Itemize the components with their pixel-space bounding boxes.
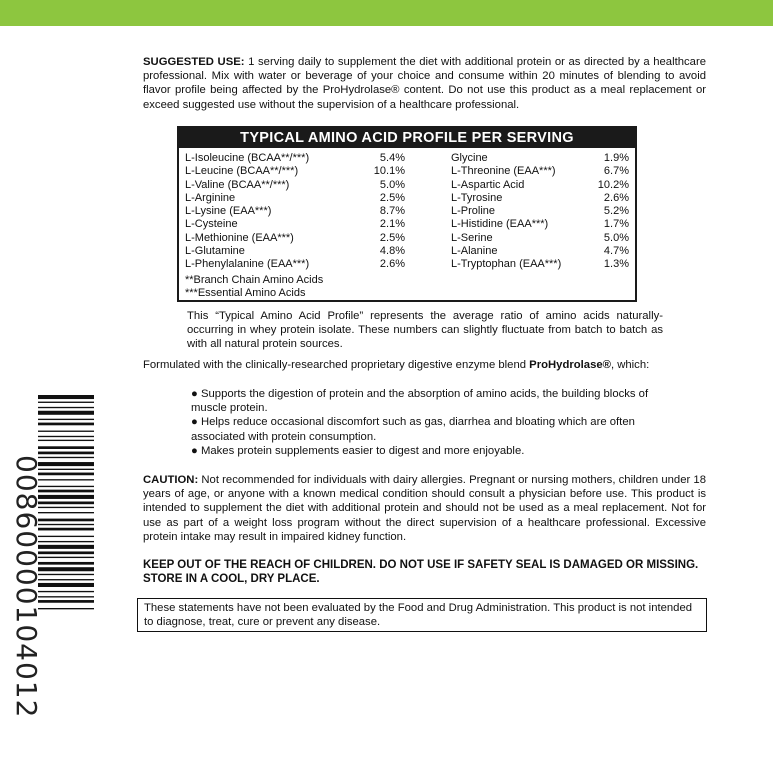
formulated-tail: , which:: [610, 359, 650, 371]
amino-acid-row: [451, 192, 629, 205]
amino-acid-name: L-Tryptophan (EAA***): [451, 258, 562, 271]
formulated-paragraph: [143, 358, 706, 372]
amino-acid-name: L-Glutamine: [185, 245, 245, 258]
prohydrolase-brand: ProHydrolase®: [529, 359, 611, 371]
barcode-number: 00860000104012: [10, 455, 43, 719]
caution-text: Not recommended for individuals with dairy allergies. Pregnant or nursing mothers, children under 18 years of age, or anyone with a known medical condition should consult a physician before use. This product is intended to supplement the diet with additional protein and should not be used as a meal replacement. Not for use as part of a weight loss program without the direct supervision of a healthcare professional. Excessive protein intake may result in impaired kidney function.: [143, 474, 706, 543]
amino-acid-name: L-Phenylalanine (EAA***): [185, 258, 310, 271]
suggested-use-text: 1 serving daily to supplement the diet with additional protein or as directed by a healthcare professional. Mix with water or beverage of your choice and consume within 20 minutes of blending to avoid flavor profile being affected by the ProHydrolase® content. Do not use this product as a meal replacement or exceed suggested use without the supervision of a healthcare professional.: [143, 56, 706, 111]
amino-acid-row: [185, 245, 405, 258]
amino-acid-name: L-Leucine (BCAA**/***): [185, 165, 299, 178]
amino-table-title: TYPICAL AMINO ACID PROFILE PER SERVING: [179, 128, 635, 148]
amino-acid-row: [185, 165, 405, 178]
amino-acid-name: L-Alanine: [451, 245, 498, 258]
suggested-use: [143, 55, 706, 112]
amino-acid-value: 2.6%: [379, 258, 405, 271]
amino-acid-name: L-Threonine (EAA***): [451, 165, 556, 178]
amino-acid-value: 10.1%: [373, 165, 405, 178]
barcode-bar: [38, 452, 94, 455]
amino-acid-name: L-Lysine (EAA***): [185, 205, 272, 218]
amino-acid-name: L-Histidine (EAA***): [451, 218, 549, 231]
benefit-item: ● Makes protein supplements easier to digest and more enjoyable.: [191, 444, 525, 457]
amino-acid-row: [451, 245, 629, 258]
benefit-list: [191, 387, 654, 458]
amino-acid-name: L-Tyrosine: [451, 191, 503, 204]
amino-acid-row: [451, 232, 629, 245]
amino-acid-value: 4.7%: [603, 245, 629, 258]
amino-acid-value: 5.2%: [603, 205, 629, 218]
amino-acid-value: 2.5%: [379, 231, 405, 244]
fda-disclaimer-text: These statements have not been evaluated by the Food and Drug Administration. This product is not intended to diagnose, treat, cure or prevent any disease.: [144, 602, 693, 629]
top-color-bar: [0, 0, 773, 26]
amino-acid-name: L-Valine (BCAA**/***): [185, 178, 290, 191]
barcode-bar: [38, 411, 94, 415]
amino-acid-row: [185, 192, 405, 205]
barcode-bar: [38, 419, 94, 420]
amino-acid-value: 2.1%: [379, 218, 405, 231]
footnote-bcaa: **Branch Chain Amino Acids: [185, 274, 324, 286]
amino-acid-row: [451, 218, 629, 231]
barcode-bar: [38, 431, 94, 432]
amino-acid-table: [177, 126, 637, 302]
barcode-bar: [38, 395, 94, 399]
amino-acid-value: 8.7%: [379, 205, 405, 218]
amino-acid-row: [185, 218, 405, 231]
barcode-bar: [38, 407, 94, 408]
amino-acid-value: 2.6%: [603, 191, 629, 204]
barcode-bar: [38, 440, 94, 441]
footnote-eaa: ***Essential Amino Acids: [185, 287, 306, 300]
barcode-bar: [38, 423, 94, 426]
profile-note-text: This “Typical Amino Acid Profile” represents the average ratio of amino acids naturally-occurring in whey protein isolate. These numbers can slightly fluctuate from batch to batch as with all natural protein sources.: [187, 310, 663, 351]
amino-acid-value: 5.0%: [603, 231, 629, 244]
benefit-item: ● Helps reduce occasional discomfort such as gas, diarrhea and bloating which are often associated with protein consumption.: [191, 416, 635, 443]
caution-section: [143, 473, 706, 544]
amino-acid-name: L-Serine: [451, 231, 493, 244]
amino-footnotes: [185, 274, 323, 301]
amino-acid-name: L-Arginine: [185, 191, 236, 204]
amino-acid-value: 10.2%: [597, 178, 629, 191]
amino-acid-row: [185, 232, 405, 245]
amino-acid-value: 6.7%: [603, 165, 629, 178]
suggested-use-label: SUGGESTED USE:: [143, 56, 245, 68]
amino-acid-row: [451, 165, 629, 178]
amino-acid-name: L-Isoleucine (BCAA**/***): [185, 152, 310, 164]
amino-acid-row: [451, 152, 629, 165]
amino-column-left: [185, 152, 405, 272]
formulated-text: Formulated with the clinically-researched proprietary digestive enzyme blend: [143, 359, 530, 371]
profile-note: [187, 309, 663, 352]
barcode-bar: [38, 446, 94, 449]
barcode-bar: [38, 436, 94, 437]
amino-acid-value: 1.9%: [603, 152, 629, 164]
amino-acid-row: [451, 258, 629, 271]
amino-acid-name: Glycine: [451, 152, 488, 164]
amino-acid-name: L-Aspartic Acid: [451, 178, 525, 191]
amino-acid-row: [185, 205, 405, 218]
fda-disclaimer-box: [137, 598, 707, 632]
amino-acid-value: 4.8%: [379, 245, 405, 258]
amino-acid-row: [451, 179, 629, 192]
amino-acid-name: L-Proline: [451, 205, 496, 218]
caution-label: CAUTION:: [143, 474, 199, 486]
keep-out-warning: KEEP OUT OF THE REACH OF CHILDREN. DO NOT USE IF SAFETY SEAL IS DAMAGED OR MISSING. STORE IN A COOL, DRY PLACE.: [143, 559, 699, 586]
amino-acid-row: [185, 152, 405, 165]
benefit-item: ● Supports the digestion of protein and the absorption of amino acids, the building blocks of muscle protein.: [191, 388, 649, 415]
amino-acid-value: 1.7%: [603, 218, 629, 231]
amino-acid-value: 5.4%: [379, 152, 405, 164]
amino-acid-value: 5.0%: [379, 178, 405, 191]
barcode-bar: [38, 402, 94, 403]
amino-acid-name: L-Methionine (EAA***): [185, 231, 294, 244]
amino-acid-row: [185, 179, 405, 192]
amino-acid-name: L-Cysteine: [185, 218, 238, 231]
amino-column-right: [451, 152, 629, 272]
amino-acid-row: [185, 258, 405, 271]
amino-acid-row: [451, 205, 629, 218]
amino-acid-value: 1.3%: [603, 258, 629, 271]
amino-acid-value: 2.5%: [379, 191, 405, 204]
